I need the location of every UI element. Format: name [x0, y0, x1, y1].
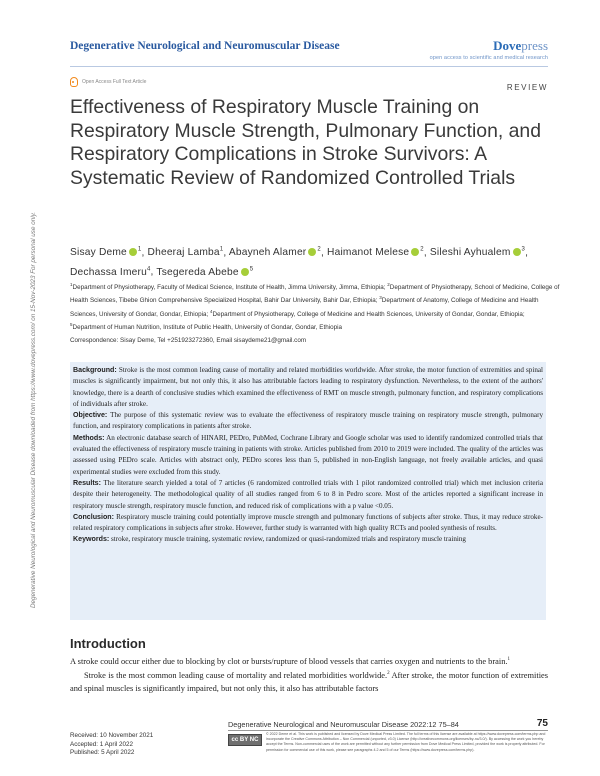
author[interactable] — [327, 247, 424, 258]
author-affiliation-number: 4 — [146, 266, 151, 273]
author-name: Sileshi Ayhualem — [429, 247, 511, 259]
abstract-conclusion: Conclusion: Respiratory muscle training could potentially improve muscle strength and pulmonary functions of subjects after stroke. Thus, it may reduce stroke-related respiratory complications in subjects after stroke. However, further study is warranted with high quality RCTs and pooled synthesis of results. — [73, 512, 543, 533]
orcid-icon[interactable] — [513, 248, 521, 256]
author[interactable] — [229, 247, 321, 258]
author-affiliation-number: 2 — [317, 247, 321, 253]
publication-dates — [70, 732, 153, 758]
abstract-box — [70, 362, 546, 620]
author-name: Haimanot Melese — [327, 247, 410, 259]
orcid-icon[interactable] — [241, 268, 249, 276]
footer-divider — [228, 730, 548, 731]
author-affiliation-number: 1 — [219, 247, 224, 253]
publisher-tagline: open access to scientific and medical research — [429, 55, 548, 61]
author-affiliation-number: 1 — [137, 247, 142, 253]
header-divider — [70, 66, 548, 67]
license-text: © 2022 Deme et al. This work is published and licensed by Dove Medical Press Limited. The full terms of this license are available at https://www.dovepress.com/terms.php and incorporate the Creative Commons Attribution – Non Commercial (unported, v3.0) License (http://creativecommons.org/licenses/by-nc/3.0/). By accessing the work you hereby accept the Terms. Non-commercial uses of the work are permitted without any further permission from Dove Medical Press Limited, provided the work is properly attributed. For permission for commercial use of this work, please see paragraphs 4.2 and 5 of our Terms (https://www.dovepress.com/terms.php). — [266, 732, 546, 752]
abstract-methods: Methods: An electronic database search of HINARI, PEDro, PubMed, Cochrane Library and Google scholar was used to identify randomized controlled trials that evaluated the effectiveness of respiratory muscle training in patients with stroke. Articles published from 2010 to 2019 were included. The quality of the articles was assessed using PEDro scale. Articles with abstract only, PEDro scores less than 5, published in non-English language, not freely available articles, and quasi experimental studies were excluded from this study. — [73, 433, 543, 476]
author-name: Sisay Deme — [70, 247, 127, 259]
author-name: Dheeraj Lamba — [147, 247, 220, 259]
abstract-keywords: Keywords: stroke, respiratory muscle training, systematic review, randomized or quasi-randomized trials and respiratory muscle training — [73, 535, 466, 544]
author-name: Abayneh Alamer — [228, 247, 307, 259]
affiliation-number: 2 — [387, 282, 390, 287]
author-affiliation-number: 3 — [521, 247, 526, 253]
abstract-objective: Objective: The purpose of this systematic review was to evaluate the effectiveness of respiratory muscle training on respiratory muscle strength, pulmonary function, and respiratory complications in patients after stroke. — [73, 411, 543, 431]
correspondence: Correspondence: Sisay Deme, Tel +251923272360, Email sisaydeme21@gmail.com — [70, 337, 307, 344]
affiliation-text: Department of Physiotherapy, Faculty of Medical Science, Institute of Health, Jimma University, Jimma, Ethiopia; — [72, 284, 388, 292]
orcid-icon[interactable] — [411, 248, 419, 256]
affiliation-number: 4 — [210, 308, 213, 314]
published-date: Published: 5 April 2022 — [70, 749, 135, 757]
author[interactable] — [148, 247, 224, 258]
publisher-logo-bold: Dove — [493, 38, 522, 53]
publisher-logo[interactable] — [493, 38, 548, 54]
affiliations — [70, 280, 560, 333]
affiliation-number: 3 — [379, 295, 382, 301]
affiliation-text: Department of Physiotherapy, School of Medicine, College of Health Sciences, Tibebe Ghion Comprehensive Specialized Hospital, Bahir Dar University, Bahir Dar, Ethiopia; — [70, 284, 560, 305]
author[interactable] — [70, 267, 151, 278]
introduction-heading: Introduction — [70, 636, 146, 651]
publisher-logo-light: press — [521, 38, 548, 53]
author-list: Sisay Deme $^1$, Dheeraj Lamba$^1$, Abayneh Alamer $^2$, Haimanot Melese $^2$, Sileshi Ayhualem $^3$, Dechassa Imeru$^4$, Tsegereda Abebe $^5$ — [70, 247, 529, 278]
open-access-row — [70, 77, 146, 87]
accepted-date: Accepted: 1 April 2022 — [70, 740, 134, 748]
affiliation-text: Department of Physiotherapy, College of Medicine and Health Sciences, University of Gondar, Gondar, Ethiopia; — [212, 310, 525, 318]
open-access-icon — [70, 77, 78, 87]
author[interactable] — [430, 247, 525, 258]
author-affiliation-number: 5 — [249, 266, 254, 273]
paper-title: Effectiveness of Respiratory Muscle Training on Respiratory Muscle Strength, Pulmonary Function, and Respiratory Complications in Stroke Survivors: A Systematic Review of Randomized Controlled Trials — [70, 96, 541, 189]
author[interactable] — [156, 267, 253, 278]
abstract-results: Results: The literature search yielded a total of 7 articles (6 randomized controlled trials with 1 pilot randomized controlled trial) which met inclusion criteria despite their heterogeneity. The methodological quality of all studies ranged from 6 to 8 in Pedro score. Most of the articles reported a significant increase in respiratory muscle strength, respiratory muscle function, and reduced risk of complications with a p value <0.05. — [73, 478, 543, 510]
journal-name: Degenerative Neurological and Neuromuscular Disease — [70, 40, 340, 52]
intro-paragraph-1: A stroke could occur either due to blocking by clot or bursts/rupture of blood vessels that carries oxygen and nutrients to the brain.$^1$ — [70, 656, 510, 666]
affiliation-number: 1 — [70, 282, 73, 287]
abstract-background: Background: Stroke is the most common leading cause of mortality and related morbidities worldwide. After stroke, the motor function of extremities and spinal muscles is significantly impairment, but not only this, it also has attributable factors leading to respiratory dysfunction. Nevertheless, to the extent of the authors' knowledge, there is a dearth of conclusive studies which examined the effectiveness of RMT on muscle strength, pulmonary function, and respiratory complications of individuals after stroke. — [73, 366, 543, 408]
article-type: REVIEW — [506, 83, 548, 92]
orcid-icon[interactable] — [308, 248, 316, 256]
author[interactable] — [70, 247, 141, 258]
affiliation-text: Department of Human Nutrition, Institute of Public Health, University of Gondar, Gondar, Ethiopia — [72, 323, 343, 331]
affiliation-number: 5 — [70, 321, 73, 327]
affiliation-text: Department of Anatomy, College of Medicine and Health Sciences, University of Gondar, Gondar, Ethiopia; — [70, 297, 539, 318]
orcid-icon[interactable] — [129, 248, 137, 256]
author-name: Dechassa Imeru — [70, 266, 147, 278]
download-side-note: Degenerative Neurological and Neuromuscular Disease downloaded from https://www.dovepress.com/ on 15-Nov-2023 For personal use only. — [30, 211, 37, 609]
open-access-label: Open Access Full Text Article — [82, 79, 147, 85]
footer-citation: Degenerative Neurological and Neuromuscular Disease 2022:12 75–84 — [228, 720, 459, 729]
page-number: 75 — [536, 718, 548, 729]
introduction-body — [70, 654, 548, 695]
author-affiliation-number: 2 — [420, 247, 424, 253]
creative-commons-badge[interactable]: cc BY NC — [228, 734, 262, 746]
received-date: Received: 10 November 2021 — [70, 732, 154, 739]
intro-paragraph-2: Stroke is the most common leading cause of mortality and related morbidities worldwide.$^2$ After stroke, the motor function of extremities and spinal muscles is significantly impaired, but not only this, it also has attributable factors — [70, 671, 548, 693]
author-name: Tsegereda Abebe — [156, 266, 239, 278]
